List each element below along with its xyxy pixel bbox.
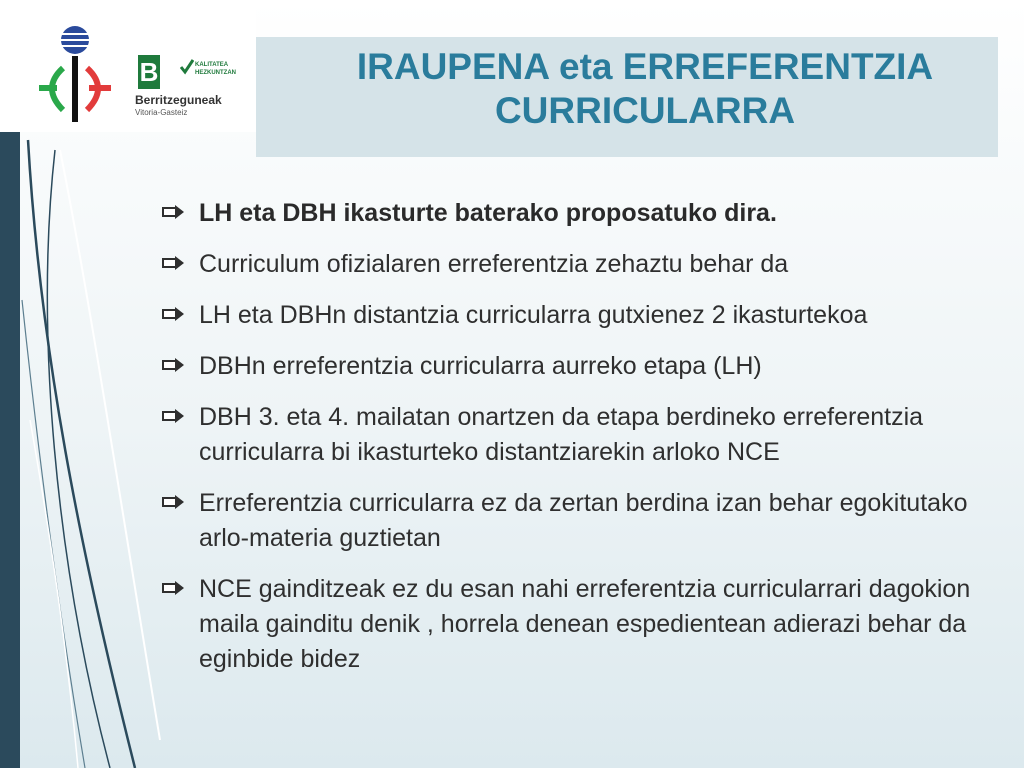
arrow-bullet-icon: [162, 254, 186, 272]
title-line-1: IRAUPENA eta ERREFERENTZIA: [356, 46, 934, 87]
berritzegune-city: Vitoria-Gasteiz: [135, 108, 188, 117]
bullet-list: [162, 196, 992, 693]
bullet-item: [162, 349, 992, 384]
bullet-text: NCE gainditzeak ez du esan nahi erreferentzia curricularrari dagokion maila gainditu denik , horrela denean espedientean adierazi behar da eginbide bidez: [199, 575, 971, 673]
arrow-bullet-icon: [162, 203, 186, 221]
berritzegune-logo: B: [139, 57, 159, 87]
bullet-item: [162, 486, 992, 556]
bullet-text: LH eta DBH ikasturte baterako proposatuko dira.: [199, 199, 777, 227]
bullet-item: [162, 572, 992, 677]
arrow-bullet-icon: [162, 305, 186, 323]
arrow-bullet-icon: [162, 356, 186, 374]
kalitatea-logo-text: KALITATEA HEZKUNTZAN: [195, 62, 236, 76]
title-line-2: CURRICULARRA: [494, 90, 796, 131]
bullet-text: DBH 3. eta 4. mailatan onartzen da etapa berdineko erreferentzia curricularra bi ikasturteko distantziarekin arloko NCE: [199, 403, 924, 466]
bullet-item: [162, 196, 992, 231]
bullet-item: [162, 298, 992, 333]
bullet-text: Curriculum ofizialaren erreferentzia zehaztu behar da: [199, 250, 789, 278]
logo-area: [0, 0, 256, 132]
slide-title: [300, 45, 990, 133]
kalitatea-check-icon: [180, 58, 194, 76]
die-emblem-icon: [33, 18, 123, 128]
arrow-bullet-icon: [162, 579, 186, 597]
berritzegune-name: Berritzeguneak: [135, 93, 222, 107]
bullet-text: LH eta DBHn distantzia curricularra gutxienez 2 ikasturtekoa: [199, 301, 868, 329]
arrow-bullet-icon: [162, 493, 186, 511]
arrow-bullet-icon: [162, 407, 186, 425]
bullet-item: [162, 247, 992, 282]
bullet-text: Erreferentzia curricularra ez da zertan berdina izan behar egokitutako arlo-materia guztietan: [199, 489, 968, 552]
bullet-item: [162, 400, 992, 470]
bullet-text: DBHn erreferentzia curricularra aurreko etapa (LH): [199, 352, 762, 380]
